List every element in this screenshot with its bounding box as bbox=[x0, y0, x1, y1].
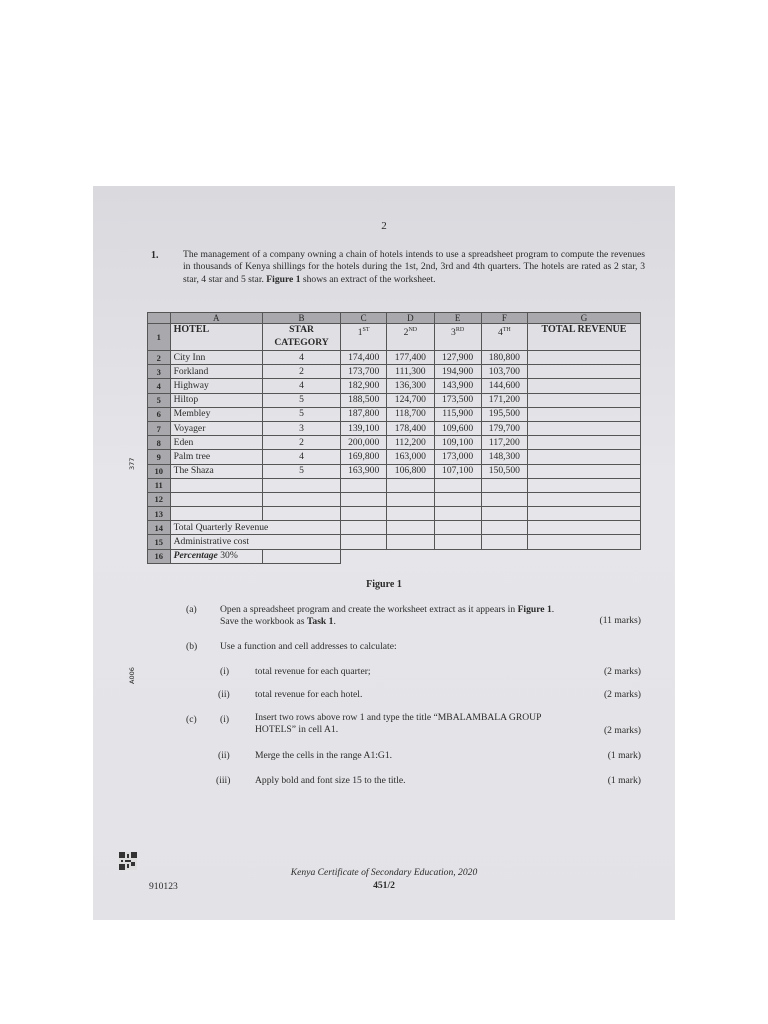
percentage-empty-b bbox=[263, 549, 341, 563]
row-number: 14 bbox=[148, 521, 171, 535]
corner-cell bbox=[148, 313, 171, 324]
row-number: 13 bbox=[148, 507, 171, 521]
star-category: 3 bbox=[263, 421, 341, 435]
percentage-row bbox=[148, 549, 641, 563]
header-star-category bbox=[263, 324, 341, 351]
star-category: 2 bbox=[263, 365, 341, 379]
q3-revenue: 173,500 bbox=[434, 393, 481, 407]
q1-revenue: 188,500 bbox=[341, 393, 387, 407]
part-a-label: (a) bbox=[186, 604, 197, 615]
column-letter: B bbox=[263, 313, 341, 324]
question-number: 1. bbox=[151, 250, 159, 261]
header-hotel: HOTEL bbox=[170, 324, 262, 351]
empty-cell bbox=[387, 507, 434, 521]
column-letter: C bbox=[341, 313, 387, 324]
summary-cell bbox=[341, 535, 387, 549]
table-row bbox=[148, 421, 641, 435]
q4-revenue: 171,200 bbox=[481, 393, 527, 407]
q3-revenue: 107,100 bbox=[434, 464, 481, 478]
part-a-text bbox=[220, 604, 640, 628]
part-c-iii-text: Apply bold and font size 15 to the title. bbox=[255, 775, 406, 786]
footer-exam-name: Kenya Certificate of Secondary Education, 2020 bbox=[290, 867, 478, 878]
header-q1 bbox=[341, 324, 387, 351]
page-number: 2 bbox=[381, 220, 387, 232]
q1-revenue: 187,800 bbox=[341, 407, 387, 421]
summary-cell bbox=[481, 521, 527, 535]
row-number: 10 bbox=[148, 464, 171, 478]
column-letter-row bbox=[148, 313, 641, 324]
part-b-ii-marks: (2 marks) bbox=[603, 689, 641, 700]
part-c-iii-label: (iii) bbox=[216, 775, 231, 786]
summary-label: Total Quarterly Revenue bbox=[170, 521, 340, 535]
q4-revenue: 180,800 bbox=[481, 351, 527, 365]
table-row bbox=[148, 407, 641, 421]
part-b-label: (b) bbox=[186, 641, 198, 652]
header-q4 bbox=[481, 324, 527, 351]
part-b-ii-text: total revenue for each hotel. bbox=[255, 689, 363, 700]
summary-cell bbox=[434, 535, 481, 549]
q4-revenue: 150,500 bbox=[481, 464, 527, 478]
q2-revenue: 112,200 bbox=[387, 436, 434, 450]
total-revenue-cell bbox=[527, 393, 640, 407]
empty-cell bbox=[387, 478, 434, 492]
part-a-figure-ref: Figure 1 bbox=[517, 604, 552, 615]
quarter-suffix: ND bbox=[408, 327, 418, 333]
q1-revenue: 163,900 bbox=[341, 464, 387, 478]
hotel-name: City Inn bbox=[170, 351, 262, 365]
summary-row bbox=[148, 521, 641, 535]
table-row bbox=[148, 436, 641, 450]
q3-revenue: 127,900 bbox=[434, 351, 481, 365]
margin-code-lower: A006 bbox=[128, 667, 136, 684]
star-category: 4 bbox=[263, 379, 341, 393]
q4-revenue: 144,600 bbox=[481, 379, 527, 393]
empty-cell bbox=[527, 492, 640, 506]
hotel-name: Membley bbox=[170, 407, 262, 421]
row-number: 8 bbox=[148, 436, 171, 450]
empty-cell-b bbox=[263, 507, 341, 521]
summary-cell bbox=[387, 535, 434, 549]
column-letter: E bbox=[434, 313, 481, 324]
total-revenue-cell bbox=[527, 365, 640, 379]
table-row bbox=[148, 393, 641, 407]
q4-revenue: 103,700 bbox=[481, 365, 527, 379]
part-c-ii-marks: (1 mark) bbox=[607, 750, 641, 761]
empty-cell bbox=[481, 478, 527, 492]
part-c-ii-text: Merge the cells in the range A1:G1. bbox=[255, 750, 393, 761]
q2-revenue: 177,400 bbox=[387, 351, 434, 365]
summary-cell bbox=[527, 535, 640, 549]
star-category: 5 bbox=[263, 407, 341, 421]
quarter-suffix: RD bbox=[455, 327, 465, 333]
q1-revenue: 200,000 bbox=[341, 436, 387, 450]
row-number: 15 bbox=[148, 535, 171, 549]
summary-cell bbox=[341, 521, 387, 535]
quarter-suffix: ST bbox=[362, 327, 370, 333]
summary-label: Administrative cost bbox=[170, 535, 340, 549]
row-number: 7 bbox=[148, 421, 171, 435]
table-row bbox=[148, 351, 641, 365]
hotel-name: The Shaza bbox=[170, 464, 262, 478]
column-letter: F bbox=[481, 313, 527, 324]
summary-cell bbox=[527, 521, 640, 535]
total-revenue-cell bbox=[527, 450, 640, 464]
summary-row bbox=[148, 535, 641, 549]
row-number: 2 bbox=[148, 351, 171, 365]
percentage-label-cell bbox=[170, 549, 262, 563]
summary-cell bbox=[434, 521, 481, 535]
header-q2 bbox=[387, 324, 434, 351]
part-b-ii-label: (ii) bbox=[218, 689, 230, 700]
figure-caption: Figure 1 bbox=[366, 579, 402, 590]
empty-cell bbox=[434, 492, 481, 506]
q1-revenue: 139,100 bbox=[341, 421, 387, 435]
intro-text: The management of a company owning a chain of hotels intends to use a spreadsheet program to compute the revenues in thousands of Kenya shillings for the hotels during the 1st, 2nd, 3rd and 4th quarters. The hotels are rated as 2 star, 3 star, 4 star and 5 star. bbox=[183, 249, 645, 285]
hotel-name: Hiltop bbox=[170, 393, 262, 407]
part-a-text-end: . bbox=[551, 604, 555, 615]
q2-revenue: 118,700 bbox=[387, 407, 434, 421]
header-star-line2: CATEGORY bbox=[274, 336, 329, 348]
q2-revenue: 136,300 bbox=[387, 379, 434, 393]
hotel-name: Highway bbox=[170, 379, 262, 393]
q2-revenue: 163,000 bbox=[387, 450, 434, 464]
worksheet-table bbox=[147, 312, 641, 564]
hotel-name: Eden bbox=[170, 436, 262, 450]
empty-cell-a bbox=[170, 478, 262, 492]
header-row bbox=[148, 324, 641, 351]
empty-cell-b bbox=[263, 478, 341, 492]
row-number: 6 bbox=[148, 407, 171, 421]
q4-revenue: 179,700 bbox=[481, 421, 527, 435]
part-a-text-main: Open a spreadsheet program and create the worksheet extract as it appears in bbox=[220, 604, 516, 615]
part-c-i-text-line1: Insert two rows above row 1 and type the title “MBALAMBALA GROUP bbox=[255, 712, 542, 723]
empty-row bbox=[148, 478, 641, 492]
footer-paper-number: 451/2 bbox=[373, 880, 395, 891]
part-a-task-ref: Task 1 bbox=[306, 616, 334, 627]
intro-tail: shows an extract of the worksheet. bbox=[302, 273, 436, 285]
part-c-label: (c) bbox=[186, 714, 197, 725]
q2-revenue: 111,300 bbox=[387, 365, 434, 379]
intro-figure-ref: Figure 1 bbox=[266, 273, 301, 285]
part-a-marks: (11 marks) bbox=[599, 615, 641, 626]
empty-cell-b bbox=[263, 492, 341, 506]
q3-revenue: 194,900 bbox=[434, 365, 481, 379]
total-revenue-cell bbox=[527, 379, 640, 393]
empty-cell bbox=[341, 492, 387, 506]
footer-code: 910123 bbox=[149, 881, 178, 892]
quarter-number: 1 bbox=[357, 327, 363, 339]
part-b-i-marks: (2 marks) bbox=[603, 666, 641, 677]
quarter-suffix: TH bbox=[502, 327, 511, 333]
total-revenue-cell bbox=[527, 421, 640, 435]
q4-revenue: 117,200 bbox=[481, 436, 527, 450]
q3-revenue: 173,000 bbox=[434, 450, 481, 464]
summary-cell bbox=[481, 535, 527, 549]
row-number: 9 bbox=[148, 450, 171, 464]
table-row bbox=[148, 450, 641, 464]
empty-cell bbox=[481, 492, 527, 506]
hotel-name: Forkland bbox=[170, 365, 262, 379]
empty-cell-a bbox=[170, 507, 262, 521]
part-a-text2: Save the workbook as bbox=[220, 616, 305, 627]
total-revenue-cell bbox=[527, 351, 640, 365]
part-c-iii-marks: (1 mark) bbox=[607, 775, 641, 786]
part-b-i-text: total revenue for each quarter; bbox=[255, 666, 371, 677]
part-a-text2-end: . bbox=[333, 616, 336, 627]
quarter-number: 2 bbox=[403, 327, 409, 339]
q1-revenue: 182,900 bbox=[341, 379, 387, 393]
star-category: 4 bbox=[263, 351, 341, 365]
header-star-line1: STAR bbox=[289, 324, 314, 335]
question-intro bbox=[183, 249, 645, 286]
empty-cell bbox=[341, 478, 387, 492]
part-c-i-marks: (2 marks) bbox=[603, 725, 641, 736]
part-b-i-label: (i) bbox=[220, 666, 230, 677]
empty-cell bbox=[527, 478, 640, 492]
q4-revenue: 195,500 bbox=[481, 407, 527, 421]
header-total-revenue: TOTAL REVENUE bbox=[527, 324, 640, 351]
q4-revenue: 148,300 bbox=[481, 450, 527, 464]
exam-page bbox=[93, 186, 675, 920]
star-category: 4 bbox=[263, 450, 341, 464]
row-number: 3 bbox=[148, 365, 171, 379]
star-category: 5 bbox=[263, 464, 341, 478]
empty-row bbox=[148, 492, 641, 506]
summary-cell bbox=[387, 521, 434, 535]
margin-code-upper: 377 bbox=[128, 457, 136, 470]
total-revenue-cell bbox=[527, 436, 640, 450]
q3-revenue: 143,900 bbox=[434, 379, 481, 393]
q3-revenue: 115,900 bbox=[434, 407, 481, 421]
column-letter: G bbox=[527, 313, 640, 324]
total-revenue-cell bbox=[527, 407, 640, 421]
quarter-number: 4 bbox=[497, 327, 503, 339]
row-number: 1 bbox=[148, 324, 171, 351]
empty-cell bbox=[387, 492, 434, 506]
empty-cell bbox=[341, 507, 387, 521]
part-b-text: Use a function and cell addresses to calculate: bbox=[220, 641, 397, 652]
q1-revenue: 169,800 bbox=[341, 450, 387, 464]
q3-revenue: 109,100 bbox=[434, 436, 481, 450]
row-number: 16 bbox=[148, 549, 171, 563]
empty-cell bbox=[434, 507, 481, 521]
table-row bbox=[148, 365, 641, 379]
part-c-i-label: (i) bbox=[220, 714, 230, 725]
row-number: 5 bbox=[148, 393, 171, 407]
empty-cell bbox=[434, 478, 481, 492]
hotel-name: Voyager bbox=[170, 421, 262, 435]
star-category: 2 bbox=[263, 436, 341, 450]
part-c-i-text-line2: HOTELS” in cell A1. bbox=[255, 724, 339, 735]
row-number: 4 bbox=[148, 379, 171, 393]
q3-revenue: 109,600 bbox=[434, 421, 481, 435]
q1-revenue: 173,700 bbox=[341, 365, 387, 379]
q2-revenue: 124,700 bbox=[387, 393, 434, 407]
quarter-number: 3 bbox=[451, 327, 456, 339]
table-row bbox=[148, 464, 641, 478]
q2-revenue: 106,800 bbox=[387, 464, 434, 478]
row-number: 11 bbox=[148, 478, 171, 492]
row-number: 12 bbox=[148, 492, 171, 506]
header-q3 bbox=[434, 324, 481, 351]
q1-revenue: 174,400 bbox=[341, 351, 387, 365]
empty-cell bbox=[481, 507, 527, 521]
empty-cell bbox=[527, 507, 640, 521]
column-letter: A bbox=[170, 313, 262, 324]
empty-row bbox=[148, 507, 641, 521]
hotel-name: Palm tree bbox=[170, 450, 262, 464]
table-row bbox=[148, 379, 641, 393]
q2-revenue: 178,400 bbox=[387, 421, 434, 435]
percentage-value: 30% bbox=[217, 550, 238, 562]
empty-cell-a bbox=[170, 492, 262, 506]
total-revenue-cell bbox=[527, 464, 640, 478]
column-letter: D bbox=[387, 313, 434, 324]
part-c-i-text bbox=[255, 712, 641, 736]
star-category: 5 bbox=[263, 393, 341, 407]
part-c-ii-label: (ii) bbox=[218, 750, 230, 761]
percentage-label: Percentage bbox=[173, 550, 218, 562]
